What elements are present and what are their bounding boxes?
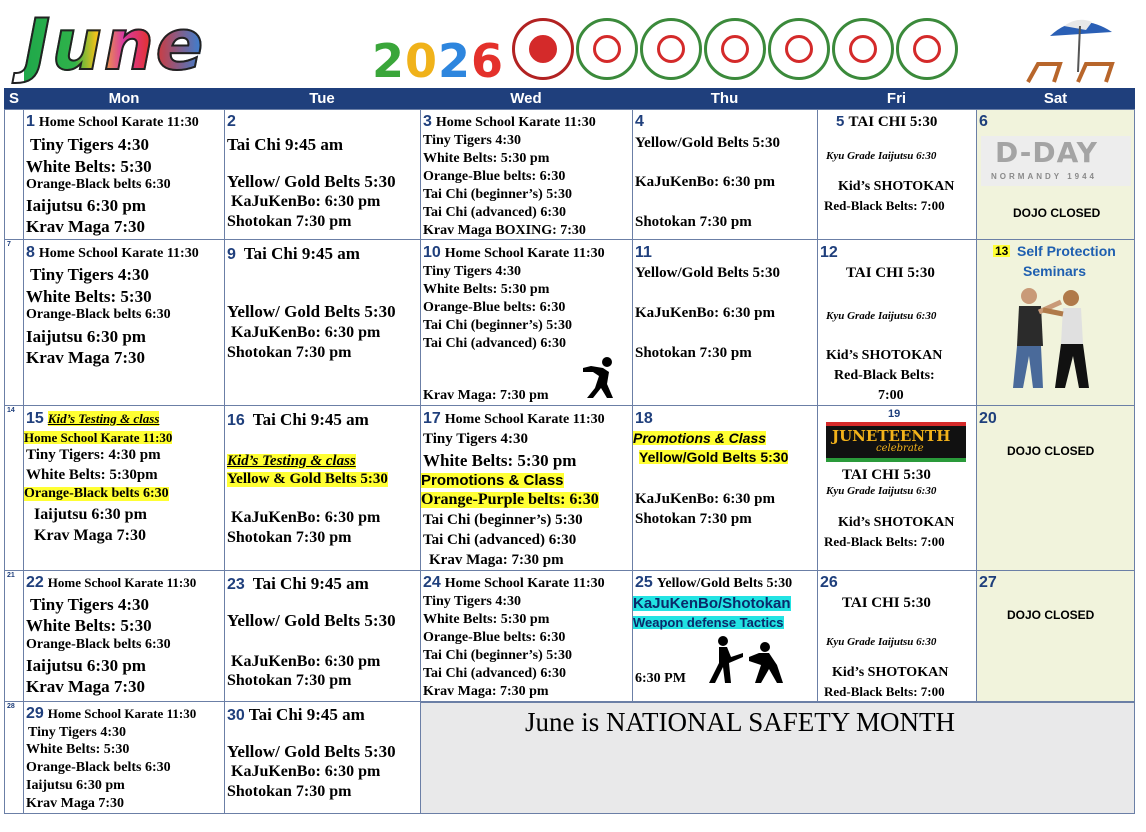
weekday-label: Sat [1043,90,1068,107]
event-line: Home School Karate 11:30 [47,706,197,721]
day-cell-8 [23,239,225,406]
karate-institute-logo [512,18,574,80]
day-cell-18 [632,405,818,571]
sunday-cell [4,239,24,406]
event-line: KaJuKenBo: 6:30 pm [231,509,381,526]
day-number: 16 [227,412,245,429]
event-line: Kid’s SHOTOKAN [838,515,955,530]
event-line: Yellow/Gold Belts 5:30 [639,449,789,465]
event-line: Orange-Black belts 6:30 [26,760,171,775]
day-cell-10 [420,239,633,406]
day-cell-22 [23,570,225,702]
day-cell-12 [817,239,977,406]
event-line: Tai Chi (beginner’s) 5:30 [423,512,583,528]
event-line: Yellow/ Gold Belts 5:30 [227,302,396,321]
event-line: Tai Chi (advanced) 6:30 [423,666,567,681]
event-line: Yellow/Gold Belts 5:30 [656,576,793,591]
event-line: Tai Chi 9:45 am [252,574,369,593]
event-line: Tai Chi (beginner’s) 5:30 [423,648,572,663]
day-cell-25 [632,570,818,702]
day-cell-15 [23,405,225,571]
event-line: Tiny Tigers 4:30 [423,594,522,609]
year-digit: 2 [372,34,406,88]
day-cell-4 [632,109,818,240]
event-line: White Belts: 5:30 pm [423,282,550,297]
event-line: Home School Karate 11:30 [444,412,605,427]
event-line: 7:00 [878,388,904,403]
event-line: Shotokan 7:30 pm [635,214,752,230]
event-line: Shotokan 7:30 pm [227,529,352,546]
event-line: White Belts: 5:30 [26,157,152,176]
event-line: Kid’s Testing & class [227,453,356,469]
event-line: Tiny Tigers: 4:30 pm [26,447,161,463]
event-line: Tai Chi (beginner’s) 5:30 [423,187,572,202]
event-line: Tai Chi (advanced) 6:30 [423,336,567,351]
event-line: Tiny Tigers 4:30 [28,725,127,740]
event-line: Yellow/ Gold Belts 5:30 [227,611,396,630]
day-number: 25 [635,574,653,591]
sunday-cell [4,701,24,814]
day-number: 2 [227,113,236,130]
event-line: Yellow/ Gold Belts 5:30 [227,172,396,191]
day-cell-13 [976,239,1135,406]
boxer-silhouette-icon [573,354,621,400]
event-line: Krav Maga 7:30 [34,527,146,544]
day-cell-16 [224,405,421,571]
event-line: KaJuKenBo: 6:30 pm [635,174,776,190]
event-line: White Belts: 5:30 [26,742,130,757]
day-number: 13 [995,244,1009,258]
event-line: Krav Maga BOXING: 7:30 [423,223,586,238]
day-number: 22 [26,574,44,591]
day-number: 23 [227,576,245,593]
fighters-silhouette-icon [705,635,785,685]
event-line: Self Protection [1017,243,1116,259]
event-line: Tiny Tigers 4:30 [423,431,529,447]
month-title: June [24,4,206,86]
martial-arts-logos [512,18,960,86]
event-line: KaJuKenBo: 6:30 pm [231,763,381,780]
year-digit: 6 [471,34,505,88]
event-line: Tiny Tigers 4:30 [423,133,522,148]
week-number: 28 [7,703,15,710]
event-line: Shotokan 7:30 pm [227,672,352,689]
event-line: Kyu Grade Iaijutsu 6:30 [826,150,937,162]
weekday-label: S [8,90,19,107]
sunday-cell [4,570,24,702]
event-line: Tai Chi 9:45 am [243,244,360,263]
event-line: White Belts: 5:30 pm [423,451,577,470]
event-line: Tai Chi 9:45 am [248,705,365,724]
week-number: 14 [7,407,15,414]
beach-umbrella-icon [1020,12,1122,84]
academy-seal-logo [576,18,638,80]
event-line: Kyu Grade Iaijutsu 6:30 [826,636,937,648]
event-line: Krav Maga: 7:30 pm [423,684,549,699]
safety-month-note: June is NATIONAL SAFETY MONTH [525,707,955,737]
day-cell-30 [224,701,421,814]
event-line: Promotions & Class [421,472,564,489]
event-line: White Belts: 5:30 [26,287,152,306]
event-line: Krav Maga: 7:30 pm [429,552,564,568]
event-line: KaJuKenBo: 6:30 pm [635,305,776,321]
day-cell-17 [420,405,633,571]
event-line: Home School Karate 11:30 [435,115,596,130]
event-line: Krav Maga: 7:30 pm [423,388,549,403]
dojo-closed-label: DOJO CLOSED [1013,206,1101,220]
event-line: TAI CHI 5:30 [848,114,938,130]
event-line: Orange-Blue belts: 6:30 [423,630,566,645]
year-digit: 0 [405,34,439,88]
day-number: 17 [423,410,441,427]
day-cell-24 [420,570,633,702]
event-line: Yellow & Gold Belts 5:30 [227,471,388,487]
day-cell-20 [976,405,1135,571]
year-digit: 2 [438,34,472,88]
event-line: Home School Karate 11:30 [38,246,199,261]
event-line: 6:30 PM [635,671,686,686]
day-number: 5 [836,113,845,130]
day-cell-11 [632,239,818,406]
event-line: White Belts: 5:30 [26,616,152,635]
event-line: Red-Black Belts: 7:00 [824,534,945,549]
event-line: Tiny Tigers 4:30 [30,595,150,614]
day-number: 26 [820,574,838,591]
weekday-label: Mon [108,90,140,107]
event-line: Kid’s SHOTOKAN [832,665,949,680]
day-number: 27 [979,574,997,591]
day-number: 18 [635,410,653,427]
day-number: 4 [635,113,644,130]
day-cell-29 [23,701,225,814]
event-line: Kid’s SHOTOKAN [826,348,943,363]
calendar-header [0,0,1146,88]
day-cell-5 [817,109,977,240]
event-line: Orange-Black belts 6:30 [24,486,169,501]
day-number: 12 [820,244,838,261]
event-line: Home School Karate 11:30 [444,576,605,591]
day-number: 19 [888,408,901,420]
juneteenth-banner: JUNETEENTH celebrate [826,422,966,462]
event-line: Kid’s SHOTOKAN [838,179,955,194]
event-line: Home School Karate 11:30 [444,246,605,261]
event-line: Shotokan 7:30 pm [227,344,352,361]
day-number: 6 [979,113,988,130]
day-number: 24 [423,574,441,591]
weekday-label: Thu [710,90,739,107]
event-line: Shotokan 7:30 pm [227,213,352,230]
academy-seal-logo [640,18,702,80]
event-line: Iaijutsu 6:30 pm [26,196,146,215]
self-defense-figures-icon [1003,284,1103,396]
day-cell-23 [224,570,421,702]
academy-seal-logo [704,18,766,80]
event-line: Krav Maga 7:30 [26,677,145,696]
day-cell-6 [976,109,1135,240]
sunday-cell [4,109,24,240]
event-line: Yellow/Gold Belts 5:30 [635,135,780,151]
event-line: Orange-Black belts 6:30 [26,307,171,322]
event-line: Promotions & Class [633,430,767,446]
day-number: 30 [227,707,245,724]
event-line: White Belts: 5:30pm [26,467,158,483]
event-line: Iaijutsu 6:30 pm [34,506,147,523]
event-line: Yellow/Gold Belts 5:30 [635,265,780,281]
day-cell-19 [817,405,977,571]
event-line: KaJuKenBo: 6:30 pm [231,324,381,341]
day-number: 15 [26,410,44,427]
event-line: Tai Chi 9:45 am [227,135,344,154]
day-cell-9 [224,239,421,406]
event-line: White Belts: 5:30 pm [423,612,550,627]
event-line: Shotokan 7:30 pm [635,511,752,527]
event-line: Iaijutsu 6:30 pm [26,778,125,793]
event-line: Tiny Tigers 4:30 [423,264,522,279]
event-line: KaJuKenBo: 6:30 pm [635,491,776,507]
event-line: Iaijutsu 6:30 pm [26,656,146,675]
event-line: Kyu Grade Iaijutsu 6:30 [826,310,937,322]
event-line: Orange-Purple belts: 6:30 [421,491,599,508]
year-title [372,36,504,86]
event-line: Orange-Black belts 6:30 [26,637,171,652]
day-cell-2 [224,109,421,240]
event-line: KaJuKenBo/Shotokan [633,595,791,612]
day-number: 3 [423,113,432,130]
weekday-label: Wed [510,90,542,107]
sunday-cell [4,405,24,571]
event-line: White Belts: 5:30 pm [423,151,550,166]
event-line: Red-Black Belts: [834,368,935,383]
weekday-label: Tue [309,90,335,107]
event-line: Iaijutsu 6:30 pm [26,327,146,346]
event-line: Home School Karate 11:30 [38,115,199,130]
day-cell-27 [976,570,1135,702]
event-line: KaJuKenBo: 6:30 pm [231,193,381,210]
week-number: 7 [7,241,11,248]
event-line: Shotokan 7:30 pm [227,783,352,800]
event-line: Tai Chi (advanced) 6:30 [423,532,577,548]
event-line: Home School Karate 11:30 [24,430,173,445]
event-line: Tai Chi (advanced) 6:30 [423,205,567,220]
academy-seal-logo [768,18,830,80]
day-number: 29 [26,705,44,722]
day-cell-26 [817,570,977,702]
yin-yang-seal-logo [832,18,894,80]
day-number: 1 [26,113,35,130]
d-day-banner: D-DAY NORMANDY 1944 [981,136,1131,186]
week-number: 21 [7,572,15,579]
safety-month-panel [420,702,1135,814]
day-number: 11 [635,244,652,261]
event-line: Krav Maga 7:30 [26,796,124,811]
event-line: Red-Black Belts: 7:00 [824,684,945,699]
event-line: Tai Chi 9:45 am [252,410,369,429]
day-number: 9 [227,246,236,263]
event-line: Orange-Black belts 6:30 [26,177,171,192]
day-cell-3 [420,109,633,240]
event-line: Home School Karate 11:30 [47,575,197,590]
event-line: Orange-Blue belts: 6:30 [423,169,566,184]
event-line: Weapon defense Tactics [633,615,784,630]
event-line: KaJuKenBo: 6:30 pm [231,653,381,670]
event-line: TAI CHI 5:30 [842,595,931,611]
event-line: Tiny Tigers 4:30 [30,135,150,154]
event-line: Krav Maga 7:30 [26,217,145,236]
event-line: TAI CHI 5:30 [846,265,935,281]
event-line: Tai Chi (beginner’s) 5:30 [423,318,572,333]
day-number: 8 [26,244,35,261]
event-line: Tiny Tigers 4:30 [30,265,150,284]
event-line: Kyu Grade Iaijutsu 6:30 [826,485,937,497]
event-line: Krav Maga 7:30 [26,348,145,367]
event-line: Yellow/ Gold Belts 5:30 [227,742,396,761]
event-line: Red-Black Belts: 7:00 [824,198,945,213]
weekday-label: Fri [886,90,907,107]
academy-seal-logo [896,18,958,80]
event-line: Seminars [1023,263,1087,279]
day-number: 10 [423,244,441,261]
event-line: Orange-Blue belts: 6:30 [423,300,566,315]
weekday-header [4,88,1135,109]
event-line: TAI CHI 5:30 [842,467,931,483]
dojo-closed-label: DOJO CLOSED [1007,444,1095,458]
day-cell-1 [23,109,225,240]
event-line: Kid’s Testing & class [47,411,160,426]
day-number: 20 [979,410,997,427]
event-line: Shotokan 7:30 pm [635,345,752,361]
dojo-closed-label: DOJO CLOSED [1007,608,1095,622]
